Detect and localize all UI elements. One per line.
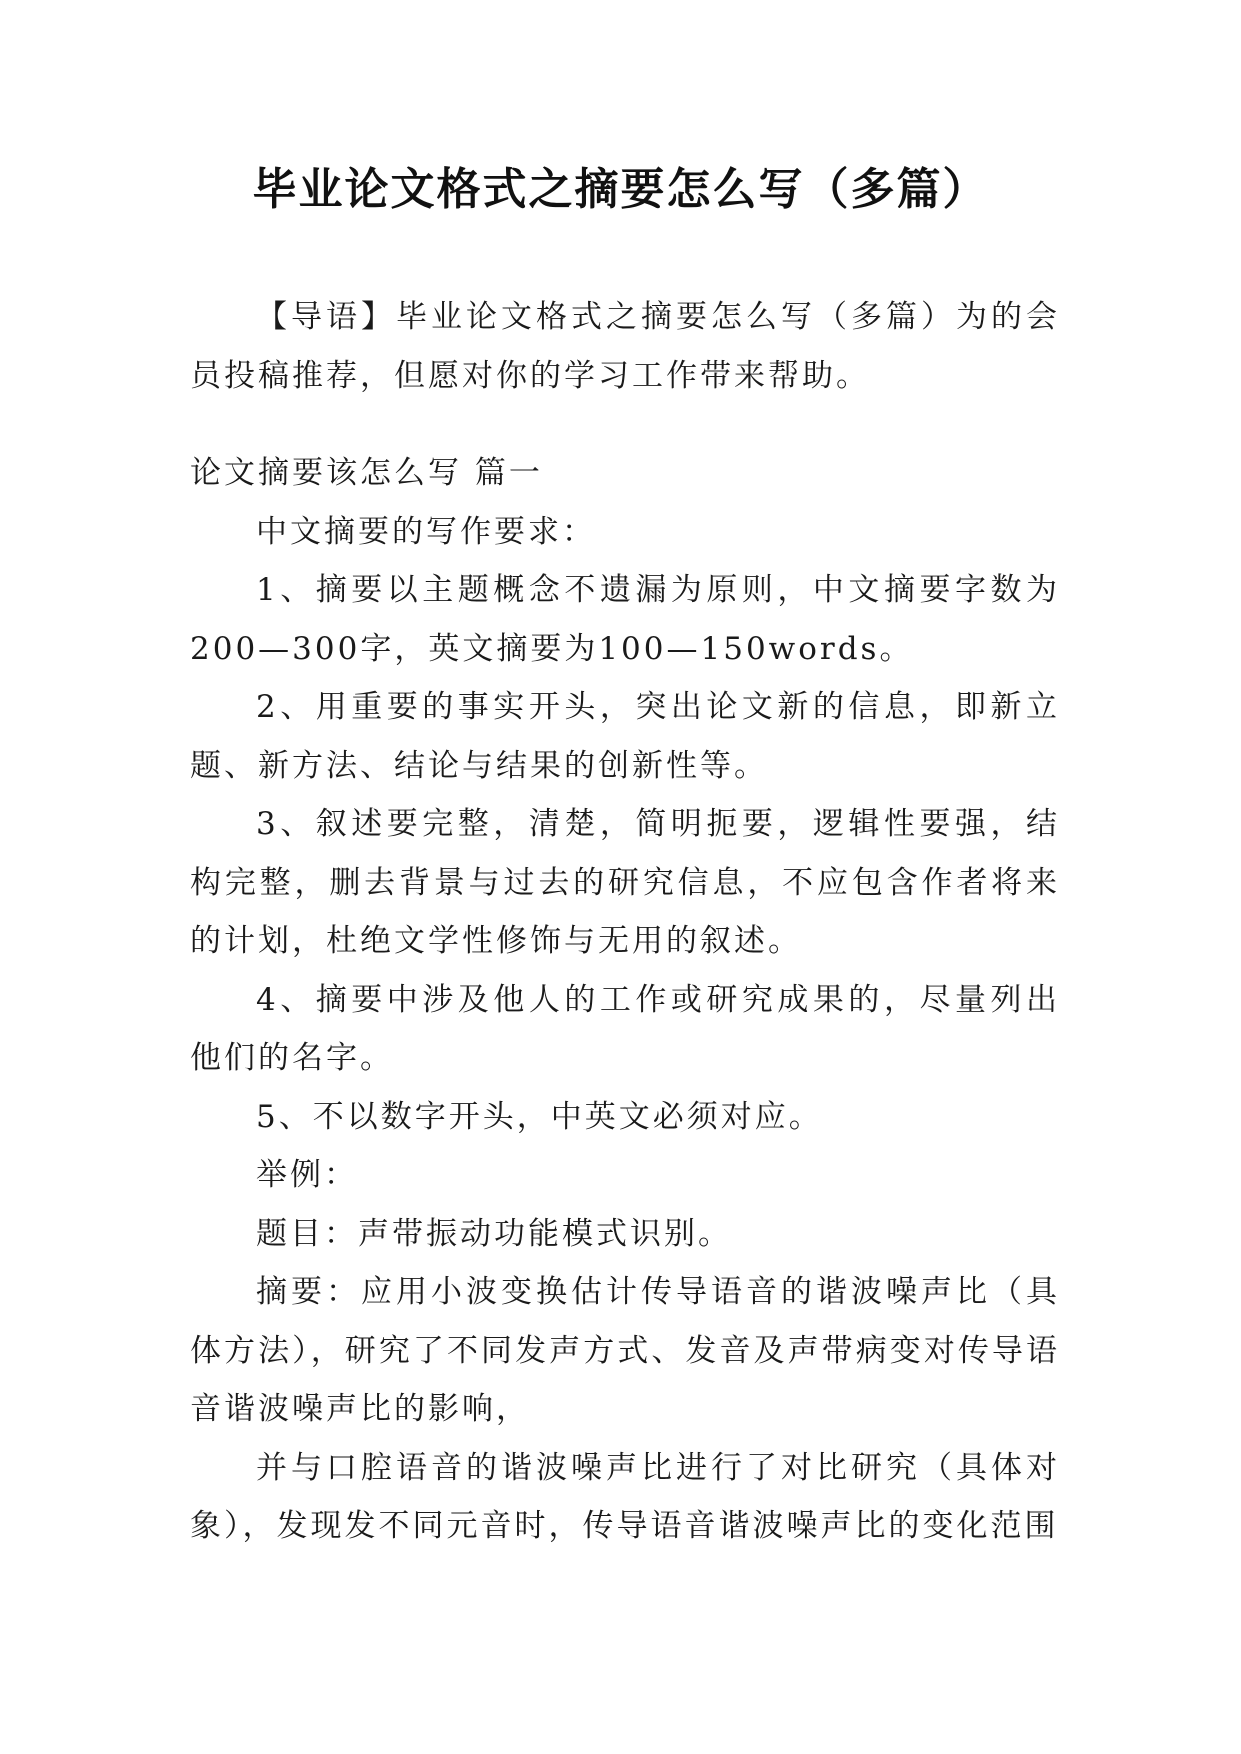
paragraph: 1、摘要以主题概念不遗漏为原则，中文摘要字数为200—300字，英文摘要为100—150words。 <box>190 572 1060 667</box>
document-body <box>190 288 1060 1556</box>
section-heading: 论文摘要该怎么写 篇一 <box>190 455 543 491</box>
paragraph: 并与口腔语音的谐波噪声比进行了对比研究（具体对象），发现发不同元音时，传导语音谐波噪声比的变化范围 <box>190 1449 1060 1544</box>
paragraph: 5、不以数字开头，中英文必须对应。 <box>256 1098 823 1135</box>
paragraph: 举例： <box>256 1157 358 1193</box>
document-title: 毕业论文格式之摘要怎么写（多篇） <box>252 164 989 215</box>
paragraph: 3、叙述要完整，清楚，简明扼要，逻辑性要强，结构完整，删去背景与过去的研究信息，不应包含作者将来的计划，杜绝文学性修饰与无用的叙述。 <box>190 806 1060 959</box>
paragraph: 摘要：应用小波变换估计传导语音的谐波噪声比（具体方法），研究了不同发声方式、发音及声带病变对传导语音谐波噪声比的影响， <box>190 1274 1060 1427</box>
paragraph: 题目：声带振动功能模式识别。 <box>256 1215 732 1252</box>
paragraph: 4、摘要中涉及他人的工作或研究成果的，尽量列出他们的名字。 <box>190 981 1060 1076</box>
paragraph: 2、用重要的事实开头，突出论文新的信息，即新立题、新方法、结论与结果的创新性等。 <box>190 689 1060 784</box>
spacer <box>190 405 1060 444</box>
intro-paragraph: 【导语】毕业论文格式之摘要怎么写（多篇）为的会员投稿推荐，但愿对你的学习工作带来帮助。 <box>190 299 1060 394</box>
paragraph: 中文摘要的写作要求： <box>256 513 596 550</box>
